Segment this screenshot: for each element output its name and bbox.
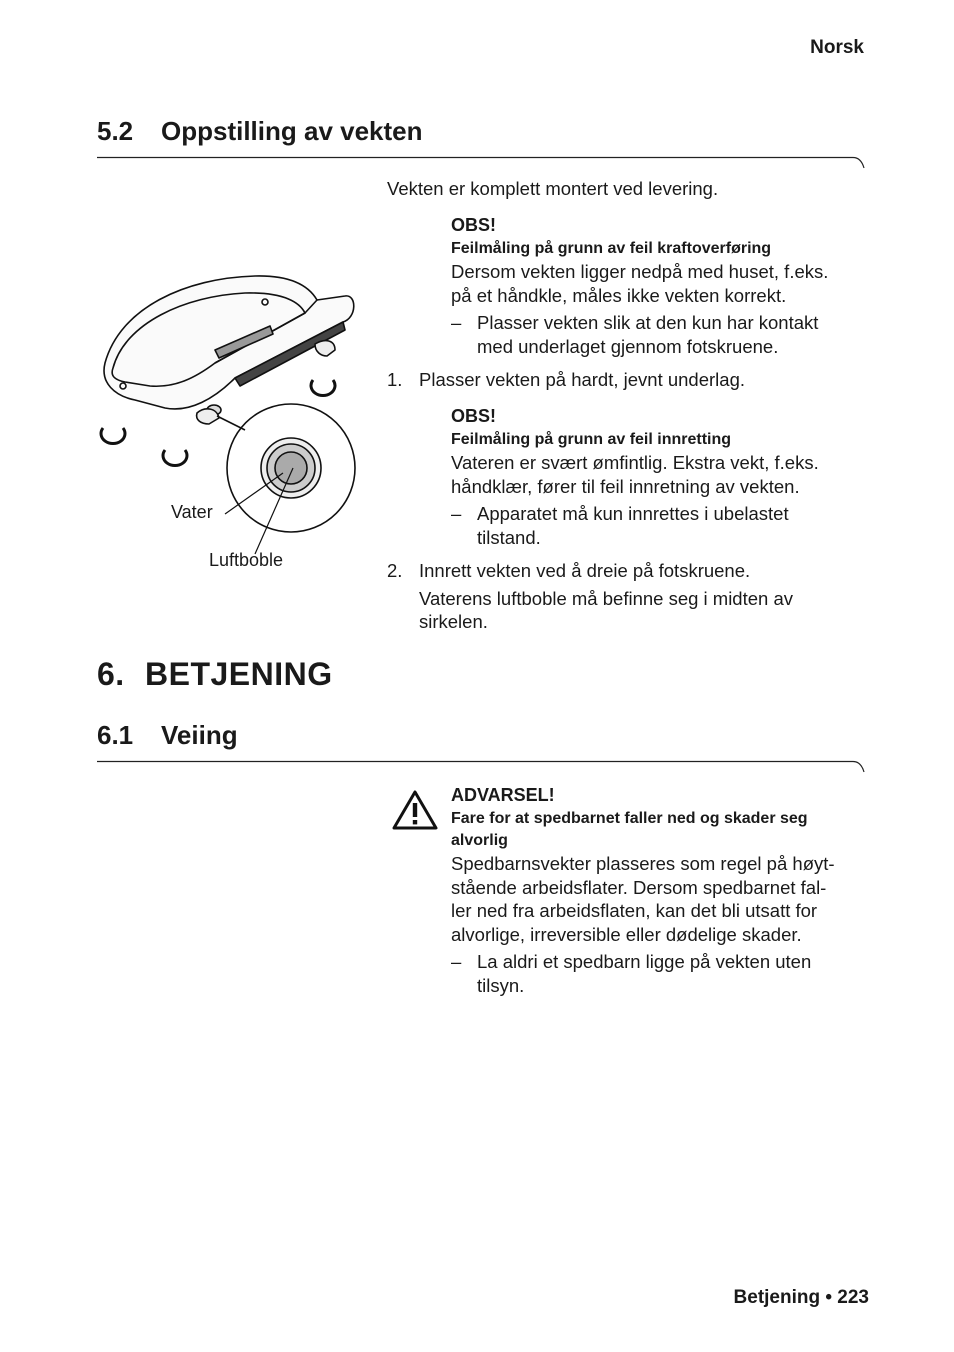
notice-text-line: på et håndkle, måles ikke vekten korrekt. xyxy=(451,284,787,306)
dash-marker: – xyxy=(451,503,462,524)
bullet-line: Apparatet må kun innrettes i ubelastet xyxy=(477,503,789,524)
label-vater: Vater xyxy=(171,502,213,522)
scale-illustration xyxy=(95,268,365,588)
section-number: 6.1 xyxy=(97,720,134,750)
section-title: Oppstilling av vekten xyxy=(161,116,423,146)
notice-text-line: Vateren er svært ømfintlig. Ekstra vekt, f.eks. xyxy=(451,452,819,473)
section-heading-6-1 xyxy=(97,720,238,751)
step-note-line: sirkelen. xyxy=(419,611,488,632)
chapter-heading-6 xyxy=(97,656,333,693)
warning-text-line: stående arbeidsflater. Dersom spedbarnet fal- xyxy=(451,876,827,898)
step-text: Innrett vekten ved å dreie på fotskruene. xyxy=(419,560,751,581)
warning-subtitle-line: alvorlig xyxy=(451,832,508,849)
page-footer: Betjening • 223 xyxy=(733,1287,869,1308)
section-title: Veiing xyxy=(161,720,238,750)
warning-text-line: alvorlige, irreversible eller dødelige skader. xyxy=(451,923,802,945)
step-number: 1. xyxy=(387,369,403,390)
section-number: 5.2 xyxy=(97,116,134,146)
step-number: 2. xyxy=(387,560,403,581)
warning-text-line: Spedbarnsvekter plasseres som regel på høyt- xyxy=(451,853,835,874)
warning-label: ADVARSEL! xyxy=(451,785,555,805)
notice-bullet xyxy=(451,311,871,358)
notice-box-1 xyxy=(451,215,871,358)
bullet-line: tilstand. xyxy=(477,526,541,548)
notice-subtitle: Feilmåling på grunn av feil innretting xyxy=(451,431,732,448)
notice-label: OBS! xyxy=(451,215,496,235)
notice-label: OBS! xyxy=(451,406,496,426)
bullet-line: tilsyn. xyxy=(477,974,525,996)
step-2 xyxy=(387,559,899,634)
bullet-line: med underlaget gjennom fotskruene. xyxy=(477,335,779,357)
language-label: Norsk xyxy=(810,37,864,58)
warning-bullet xyxy=(451,950,871,997)
dash-marker: – xyxy=(451,312,462,333)
step-note-line: Vaterens luftboble må befinne seg i midten av xyxy=(419,587,793,609)
notice-bullet xyxy=(451,502,871,549)
section-heading-5-2 xyxy=(97,116,423,147)
chapter-title: BETJENING xyxy=(145,656,333,692)
warning-subtitle-line: Fare for at spedbarnet faller ned og skader seg xyxy=(451,810,808,827)
notice-box-2 xyxy=(451,406,871,549)
notice-text-line: håndklær, fører til feil innretning av vekten. xyxy=(451,475,800,497)
step-text: Plasser vekten på hardt, jevnt underlag. xyxy=(419,369,745,390)
warning-triangle-icon xyxy=(391,789,439,831)
label-luftboble: Luftboble xyxy=(209,550,284,570)
warning-text-line: ler ned fra arbeidsflaten, kan det bli utsatt for xyxy=(451,900,818,921)
intro-text: Vekten er komplett montert ved levering. xyxy=(387,178,719,199)
chapter-number: 6. xyxy=(97,656,125,692)
bullet-line: Plasser vekten slik at den kun har kontakt xyxy=(477,312,819,333)
warning-box xyxy=(451,785,871,997)
notice-subtitle: Feilmåling på grunn av feil kraftoverføring xyxy=(451,240,772,257)
step-1 xyxy=(387,368,899,392)
dash-marker: – xyxy=(451,951,462,972)
bullet-line: La aldri et spedbarn ligge på vekten uten xyxy=(477,951,812,972)
notice-text-line: Dersom vekten ligger nedpå med huset, f.eks. xyxy=(451,261,829,282)
